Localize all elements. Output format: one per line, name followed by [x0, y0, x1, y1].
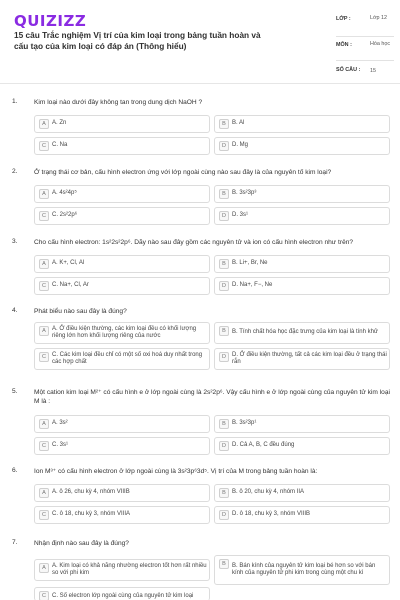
meta-divider: [336, 36, 394, 37]
class-value: Lớp 12: [370, 15, 388, 21]
option-letter: A: [39, 189, 49, 199]
option-b[interactable]: [214, 415, 390, 433]
option-letter: B: [219, 559, 229, 569]
option-d[interactable]: [214, 277, 390, 295]
option-b[interactable]: [214, 484, 390, 502]
option-letter: C: [39, 141, 49, 151]
option-letter: B: [219, 189, 229, 199]
option-text: A. Ở điều kiện thường, các kim loại đều có khối lượng riêng lớn hơn khối lượng riêng của nước: [52, 325, 197, 339]
option-b[interactable]: [214, 115, 390, 133]
question-text: Nhận định nào sau đây là đúng?: [34, 540, 129, 547]
subject-label: MÔN :: [336, 42, 352, 48]
option-text: B. Al: [232, 120, 245, 127]
option-text: D. ô 18, chu kỳ 3, nhóm VIIIB: [232, 511, 311, 518]
option-text: B. 3s²3p³: [232, 190, 257, 197]
worksheet-header: [0, 0, 400, 84]
option-letter: C: [39, 510, 49, 520]
option-b[interactable]: [214, 255, 390, 273]
option-text: C. Na: [52, 142, 68, 149]
option-letter: D: [219, 211, 229, 221]
meta-divider: [336, 60, 394, 61]
quizizz-logo: QUIZIZZ: [14, 12, 87, 30]
option-text: D. Mg: [232, 142, 249, 149]
question-text: Kim loại nào dưới đây không tan trong dung dịch NaOH ?: [34, 99, 203, 106]
class-label: LỚP :: [336, 16, 351, 22]
option-letter: D: [219, 352, 229, 362]
worksheet-title: 15 câu Trắc nghiệm Vị trí của kim loại trong bảng tuần hoàn và cấu tạo của kim loại có đáp án (Thông hiểu): [14, 30, 261, 51]
option-a[interactable]: [34, 185, 210, 203]
question-text: Ion M³⁺ có cấu hình electron ở lớp ngoài cùng là 3s²3p⁶3d⁵. Vị trí của M trong bảng tuần hoàn là:: [34, 468, 318, 475]
question-number: 5.: [12, 388, 18, 395]
option-text: C. Các kim loại đều chỉ có một số oxi hoá duy nhất trong các hợp chất: [52, 351, 203, 365]
option-c[interactable]: [34, 437, 210, 455]
option-c[interactable]: [34, 207, 210, 225]
question-number: 6.: [12, 467, 18, 474]
option-b[interactable]: [214, 185, 390, 203]
option-text: B. Tính chất hóa học đặc trưng của kim loại là tính khử: [232, 329, 379, 336]
option-text: B. 3s²3p¹: [232, 420, 257, 427]
option-letter: C: [39, 281, 49, 291]
option-letter: C: [39, 352, 49, 362]
option-text: D. Cả A, B, C đều đúng: [232, 442, 295, 449]
option-letter: D: [219, 281, 229, 291]
option-text: A. K+, Cl, Al: [52, 260, 85, 267]
option-a[interactable]: [34, 415, 210, 433]
option-letter: B: [219, 259, 229, 269]
option-a[interactable]: [34, 484, 210, 502]
option-d[interactable]: [214, 207, 390, 225]
option-letter: A: [39, 259, 49, 269]
option-text: D. Na+, F−, Ne: [232, 282, 273, 289]
option-a[interactable]: [34, 559, 210, 581]
option-c[interactable]: [34, 587, 210, 600]
option-letter: D: [219, 510, 229, 520]
option-text: D. Ở điều kiện thường, tất cả các kim loại đều ở trạng thái rắn: [232, 351, 387, 365]
option-text: B. Li+, Br, Ne: [232, 260, 268, 267]
option-letter: A: [39, 419, 49, 429]
question-text: Một cation kim loại M²⁺ có cấu hình e ở lớp ngoài cùng là 2s²2p⁶. Vậy cấu hình e ở lớp ngoài cùng của nguyên tử kim loại M là :: [34, 389, 390, 405]
option-text: A. 4s²4p⁵: [52, 190, 77, 197]
question-number: 3.: [12, 238, 18, 245]
option-text: B. Bán kính của nguyên tử kim loại bé hơn so với bán kính của nguyên tử phi kim trong cùng một chu kì: [232, 562, 376, 576]
question-number: 4.: [12, 307, 18, 314]
option-letter: D: [219, 141, 229, 151]
question-text: Cho cấu hình electron: 1s²2s²2p⁶. Dãy nào sau đây gồm các nguyên tử và ion có cấu hình electron như trên?: [34, 239, 354, 246]
option-text: A. 3s²: [52, 420, 68, 427]
option-d[interactable]: [214, 348, 390, 370]
option-text: C. 2s²2p⁶: [52, 212, 78, 219]
option-letter: B: [219, 488, 229, 498]
option-b[interactable]: [214, 322, 390, 344]
option-a[interactable]: [34, 255, 210, 273]
question-number: 2.: [12, 168, 18, 175]
option-text: A. Kim loại có khả năng nhường electron tốt hơn rất nhiều so với phi kim: [52, 562, 207, 576]
subject-value: Hóa học: [370, 41, 391, 47]
question-text: Ở trạng thái cơ bản, cấu hình electron ứng với lớp ngoài cùng nào sau đây là của nguyên tố kim loại?: [34, 169, 332, 176]
option-d[interactable]: [214, 506, 390, 524]
option-text: A. Zn: [52, 120, 67, 127]
question-number: 7.: [12, 539, 18, 546]
option-a[interactable]: [34, 322, 210, 344]
option-b[interactable]: [214, 555, 390, 585]
option-text: B. ô 20, chu kỳ 4, nhóm IIA: [232, 489, 305, 496]
option-letter: B: [219, 119, 229, 129]
option-letter: B: [219, 419, 229, 429]
question-text: Phát biểu nào sau đây là đúng?: [34, 308, 127, 315]
option-c[interactable]: [34, 348, 210, 370]
option-text: C. Số electron lớp ngoài cùng của nguyên tử kim loại: [52, 593, 194, 599]
option-letter: A: [39, 563, 49, 573]
option-letter: B: [219, 326, 229, 336]
option-letter: C: [39, 441, 49, 451]
option-letter: C: [39, 211, 49, 221]
option-d[interactable]: [214, 437, 390, 455]
option-c[interactable]: [34, 277, 210, 295]
option-text: C. Na+, Cl, Ar: [52, 282, 89, 289]
option-a[interactable]: [34, 115, 210, 133]
option-letter: D: [219, 441, 229, 451]
option-c[interactable]: [34, 137, 210, 155]
count-label: SỐ CÂU :: [336, 67, 361, 73]
option-d[interactable]: [214, 137, 390, 155]
option-text: C. ô 18, chu kỳ 3, nhóm VIIIA: [52, 511, 131, 518]
option-letter: A: [39, 326, 49, 336]
option-letter: C: [39, 591, 49, 600]
option-text: C. 3s¹: [52, 442, 69, 449]
count-value: 15: [370, 68, 376, 74]
question-number: 1.: [12, 98, 18, 105]
option-text: A. ô 26, chu kỳ 4, nhóm VIIIB: [52, 489, 130, 496]
option-letter: A: [39, 488, 49, 498]
option-c[interactable]: [34, 506, 210, 524]
option-letter: A: [39, 119, 49, 129]
option-text: D. 3s¹: [232, 212, 249, 219]
